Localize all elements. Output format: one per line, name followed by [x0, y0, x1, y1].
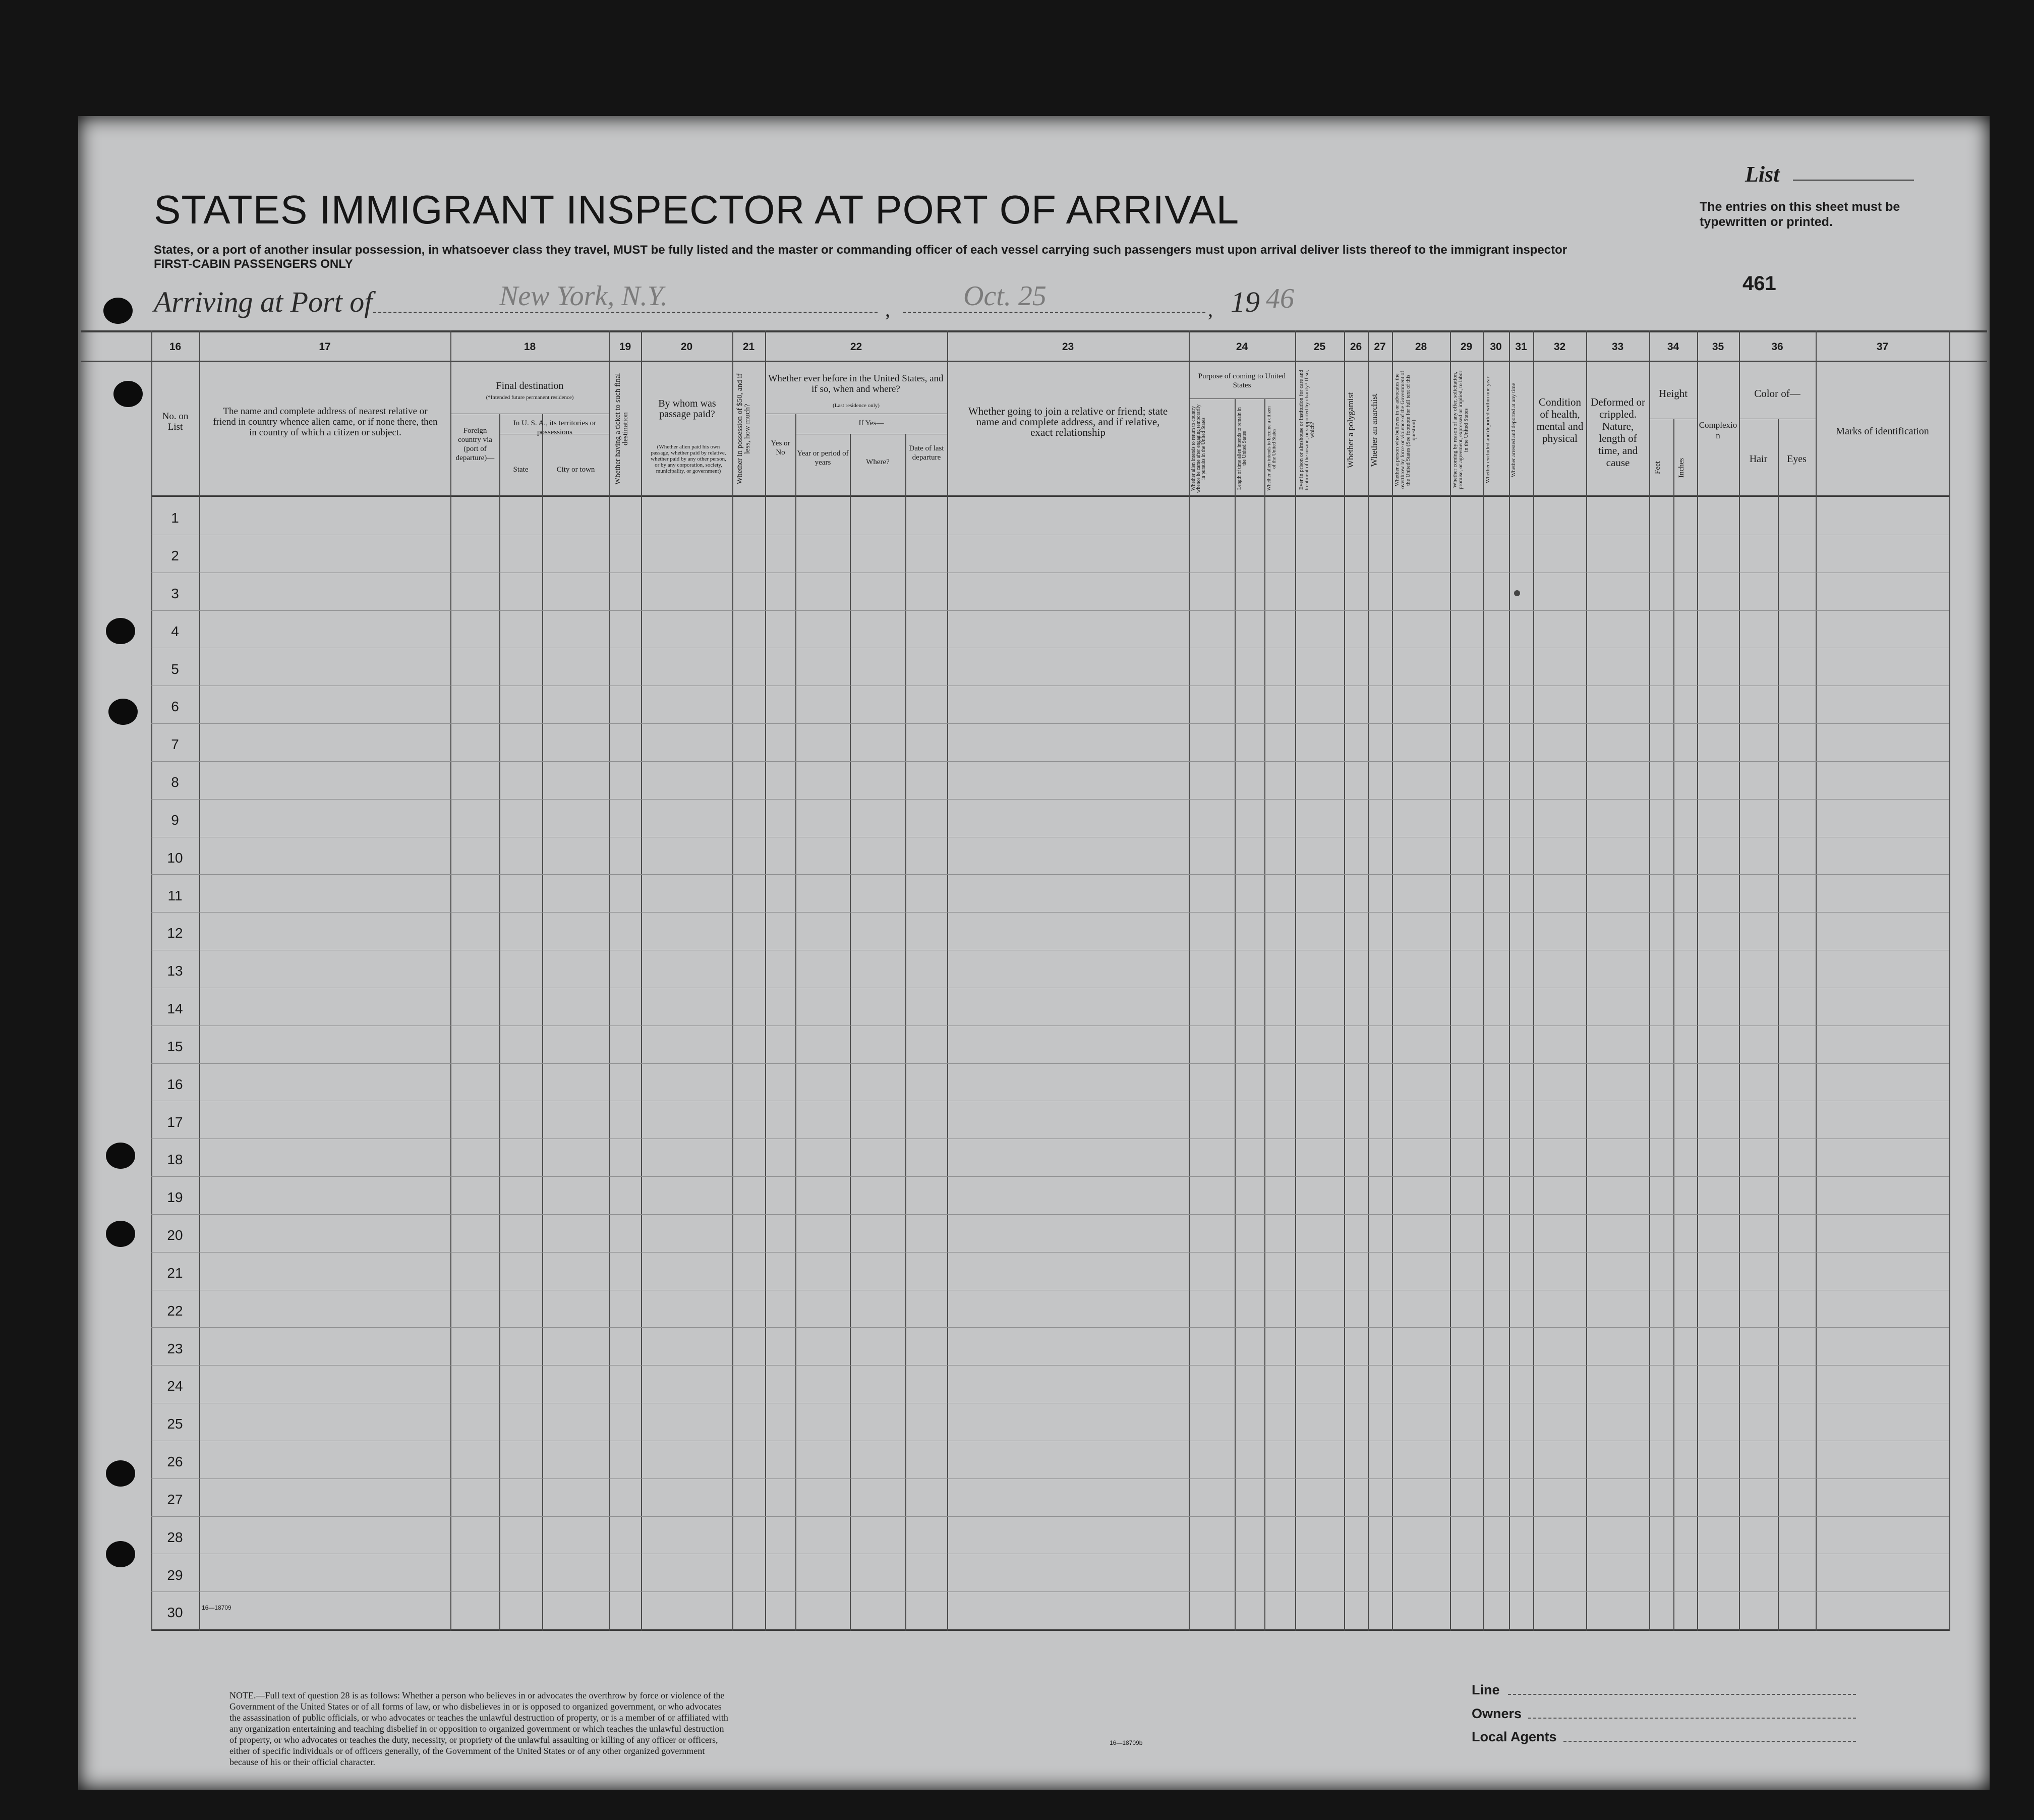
line-label: Line — [1472, 1682, 1500, 1697]
col-line — [1264, 399, 1265, 1631]
row-number: 14 — [167, 1001, 183, 1016]
header-height: Height — [1658, 387, 1688, 400]
col-line — [641, 330, 642, 1631]
col-line — [1368, 330, 1369, 1631]
comma: , — [1208, 298, 1213, 321]
row-line — [151, 1214, 1949, 1215]
row-number: 15 — [167, 1039, 183, 1054]
row-number: 18 — [167, 1152, 183, 1167]
row-number: 11 — [167, 888, 183, 903]
col-line — [1649, 330, 1650, 1631]
row-number: 19 — [167, 1189, 183, 1205]
row-number: 12 — [167, 925, 183, 941]
col-line — [542, 414, 543, 1631]
col-line — [765, 330, 766, 1631]
row-number: 26 — [167, 1454, 183, 1469]
punch-hole — [106, 1221, 135, 1247]
col-line — [199, 330, 200, 1631]
punch-hole — [106, 618, 135, 644]
colnum-35: 35 — [1712, 341, 1724, 353]
header-polygamist: Whether a polygamist — [1346, 392, 1355, 468]
col-line — [1739, 330, 1740, 1631]
header-arrested: Whether arrested and deported at any time — [1510, 383, 1517, 477]
colnum-28: 28 — [1415, 341, 1427, 353]
col-line — [1533, 330, 1534, 1631]
colnum-22: 22 — [850, 341, 862, 353]
footer-form-code: 16—18709b — [1110, 1739, 1143, 1746]
form-title: STATES IMMIGRANT INSPECTOR AT PORT OF ARRIVAL — [154, 187, 1240, 232]
agents-label: Local Agents — [1472, 1729, 1557, 1744]
header-where: Where? — [866, 458, 890, 466]
colnum-32: 32 — [1553, 341, 1566, 353]
col-line — [947, 330, 948, 1631]
list-field[interactable] — [1793, 166, 1914, 181]
row-line — [151, 761, 1949, 762]
header-fifty-dollars: Whether in possession of $50, and if less, how much? — [736, 373, 751, 484]
header-deformed: Deformed or crippled. Nature, length of time, and cause — [1591, 396, 1645, 469]
punch-hole — [113, 381, 143, 407]
row-number: 23 — [167, 1341, 183, 1356]
ink-spot — [1514, 590, 1520, 596]
row-line — [151, 1516, 1949, 1517]
header-length-stay: Length of time alien intends to remain in the United States — [1237, 407, 1247, 490]
colnum-30: 30 — [1490, 341, 1502, 353]
colnum-33: 33 — [1611, 341, 1624, 353]
header-citizen-intent: Whether alien intends to become a citizen of the United States — [1266, 406, 1277, 491]
header-state: State — [513, 466, 529, 474]
row-number: 20 — [167, 1227, 183, 1243]
column-number-rule — [81, 361, 1987, 362]
header-eyes: Eyes — [1787, 453, 1807, 465]
colnum-18: 18 — [524, 341, 536, 353]
col-line — [1673, 419, 1674, 1631]
header-no-on-list: No. on List — [162, 411, 189, 432]
header-yes-no: Yes or No — [771, 439, 790, 457]
col-line — [450, 330, 451, 1631]
header-intends-return: Whether alien intends to return to country whence he came after engaging temporarily in pursuits in the United States — [1191, 404, 1206, 493]
row-number: 21 — [167, 1265, 183, 1281]
header-passage-paid: By whom was passage paid? — [658, 398, 716, 420]
row-number: 28 — [167, 1529, 183, 1545]
col-line — [850, 434, 851, 1631]
row-line — [151, 799, 1949, 800]
table-bottom-rule — [151, 1629, 1949, 1631]
row-number: 5 — [171, 661, 179, 677]
typewritten-instructions: The entries on this sheet must be typewritten or printed. — [1700, 200, 1900, 229]
row-number: 2 — [171, 548, 179, 563]
header-inches: Inches — [1677, 458, 1686, 478]
class-note: FIRST-CABIN PASSENGERS ONLY — [154, 257, 353, 271]
col-line — [1816, 330, 1817, 1631]
col-line — [499, 414, 500, 1631]
col-line — [1483, 330, 1484, 1631]
arriving-label: Arriving at Port of — [154, 286, 373, 318]
header-contract-labor: Whether coming by reason of any offer, solicitation, promise, or agreement, expressed or implied, to labor in the United States — [1452, 370, 1469, 490]
header-ever-before: Whether ever before in the United States, and if so, when and where? — [768, 373, 944, 394]
year-prefix: 19 — [1231, 286, 1260, 318]
header-marks: Marks of identification — [1836, 426, 1929, 437]
header-hair: Hair — [1749, 453, 1768, 465]
row-number: 3 — [171, 586, 179, 601]
colnum-34: 34 — [1667, 341, 1679, 353]
row-number: 4 — [171, 623, 179, 639]
colnum-23: 23 — [1062, 341, 1074, 353]
row-line — [151, 912, 1949, 913]
header-feet: Feet — [1654, 461, 1662, 475]
row-number: 22 — [167, 1303, 183, 1319]
colnum-31: 31 — [1515, 341, 1527, 353]
colnum-29: 29 — [1460, 341, 1473, 353]
col-line — [1697, 330, 1698, 1631]
header-ticket: Whether having a ticket to such final destination — [614, 373, 629, 485]
owners-label: Owners — [1472, 1706, 1522, 1721]
colnum-36: 36 — [1771, 341, 1783, 353]
sheet-number: 461 — [1742, 272, 1776, 295]
colnum-24: 24 — [1236, 341, 1248, 353]
row-line — [151, 874, 1949, 875]
col-line — [1949, 330, 1950, 1631]
col-line — [151, 330, 152, 1631]
row-number: 6 — [171, 699, 179, 714]
table-top-rule — [81, 330, 1987, 332]
colnum-37: 37 — [1876, 341, 1889, 353]
col-line — [795, 414, 796, 1631]
col-line — [1189, 330, 1190, 1631]
line-field[interactable] — [1508, 1694, 1856, 1695]
header-last-departure: Date of last departure — [909, 444, 944, 462]
col-line — [905, 434, 906, 1631]
row-number: 17 — [167, 1114, 183, 1130]
port-value[interactable]: New York, N.Y. — [499, 280, 668, 312]
col-line — [1235, 399, 1236, 1631]
comma: , — [885, 298, 890, 321]
row-line — [151, 610, 1949, 611]
header-color-of: Color of— — [1754, 387, 1800, 400]
colnum-26: 26 — [1350, 341, 1362, 353]
col-line — [1344, 330, 1345, 1631]
col-line — [1509, 330, 1510, 1631]
row-number: 29 — [167, 1567, 183, 1583]
punch-hole — [106, 1541, 135, 1567]
header-excluded: Whether excluded and deported within one year — [1485, 376, 1491, 484]
footnote-question-28: NOTE.—Full text of question 28 is as follows: Whether a person who believes in or advocates the overthrow by force or violence of the Government of the United States or of all forms of law, or who disbelieves in or is opposed to organized government, or who advocates the assassination of public officials, or who advocates or teaches the unlawful destruction of property, or is a member of or affiliated with any organization entertaining and teaching disbelief in or opposition to organized government or which teaches the unlawful destruction of property, or who advocates or teaches the duty, necessity, or propriety of the unlawful assaulting or killing of any officer or officers, either of specific individuals or of officers generally, of the Government of the United States or of any other organized government because of his or their official character. — [229, 1690, 728, 1767]
header-purpose: Purpose of coming to United States — [1198, 372, 1286, 389]
header-anarchist: Whether an anarchist — [1369, 393, 1379, 467]
col-line — [732, 330, 733, 1631]
row-number: 8 — [171, 774, 179, 790]
row-line — [151, 1478, 1949, 1479]
col-line — [609, 330, 610, 1631]
col-line — [1392, 330, 1393, 1631]
manifest-sheet — [78, 116, 1990, 1790]
col-line — [1295, 330, 1296, 1631]
row-line — [151, 1176, 1949, 1177]
col-line — [1586, 330, 1587, 1631]
header-in-usa: In U. S. A., its territories or possessions — [513, 419, 597, 436]
row-number: 24 — [167, 1378, 183, 1394]
punch-hole — [106, 1143, 135, 1169]
punch-hole — [106, 1460, 135, 1487]
row-number: 13 — [167, 963, 183, 979]
row-number: 25 — [167, 1416, 183, 1432]
colnum-19: 19 — [619, 341, 631, 353]
header-final-destination: Final destination — [496, 380, 564, 391]
header-complexion: Complexion — [1699, 420, 1737, 440]
colnum-17: 17 — [319, 341, 331, 353]
row-line — [151, 1252, 1949, 1253]
header-overthrow: Whether a person who believes in or advocates the overthrow by force or violence of the Government of the United States (See footnote for full text of this question) — [1394, 371, 1417, 489]
row-number: 9 — [171, 812, 179, 828]
row-number: 30 — [167, 1605, 183, 1620]
row-number: 10 — [167, 850, 183, 866]
row-number: 7 — [171, 736, 179, 752]
colnum-20: 20 — [680, 341, 693, 353]
header-final-destination-note: (*Intended future permanent residence) — [486, 394, 574, 401]
header-health: Condition of health, mental and physical — [1536, 396, 1584, 444]
row-line — [151, 1327, 1949, 1328]
row-number: 1 — [171, 510, 179, 526]
year-suffix[interactable]: 46 — [1266, 283, 1294, 314]
row-line — [151, 1591, 1949, 1592]
date-value[interactable]: Oct. 25 — [963, 280, 1047, 312]
row-line — [151, 1365, 1949, 1366]
header-year-period: Year or period of years — [797, 449, 849, 467]
punch-hole — [108, 699, 138, 725]
agents-field[interactable] — [1563, 1741, 1856, 1742]
row-line — [151, 1063, 1949, 1064]
form-code: 16—18709 — [202, 1604, 231, 1611]
colnum-27: 27 — [1374, 341, 1386, 353]
row-line — [151, 723, 1949, 724]
owners-field[interactable] — [1528, 1718, 1856, 1719]
form-subtitle: States, or a port of another insular possession, in whatsoever class they travel, MUST be fully listed and the master or commanding officer of each vessel carrying such passengers must upon arrival deliver lists thereof to the immigrant inspector — [154, 243, 1567, 257]
header-passage-note: (Whether alien paid his own passage, whether paid by relative, whether paid by any other person, or by any corporation, society, municipality, or government) — [651, 444, 726, 474]
colnum-16: 16 — [169, 341, 182, 353]
col-line — [1778, 419, 1779, 1631]
punch-hole — [103, 298, 133, 324]
colnum-25: 25 — [1313, 341, 1326, 353]
colnum-21: 21 — [742, 341, 755, 353]
header-city: City or town — [556, 466, 595, 474]
header-bottom-rule — [151, 495, 1949, 497]
date-underline — [903, 312, 1205, 313]
header-join-relative: Whether going to join a relative or friend; state name and complete address, and if relative, exact relationship — [968, 405, 1168, 438]
header-foreign-country: Foreign country via (port of departure)— — [455, 427, 495, 462]
list-label: List — [1745, 162, 1780, 187]
header-if-yes: If Yes— — [858, 419, 884, 427]
row-number: 27 — [167, 1492, 183, 1507]
header-prison: Ever in prison or almshouse or institution for care and treatment of the insane, or supported by charity? If so, which? — [1298, 370, 1315, 490]
header-last-residence: (Last residence only) — [833, 403, 880, 409]
col-line — [1450, 330, 1451, 1631]
row-number: 16 — [167, 1076, 183, 1092]
header-nearest-relative: The name and complete address of nearest relative or friend in country whence alien came, or if none there, then in country of which a citizen or subject. — [213, 406, 438, 438]
